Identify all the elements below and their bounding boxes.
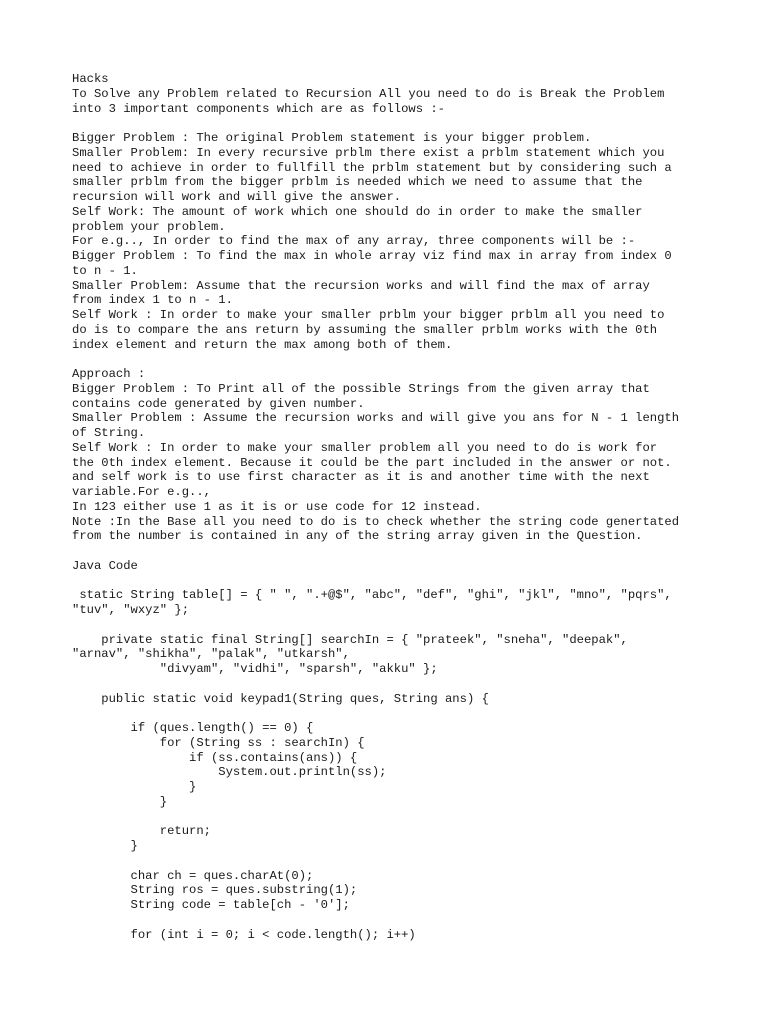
text-line: of String.	[72, 426, 146, 440]
text-line: Hacks	[72, 72, 109, 86]
text-line: Smaller Problem: In every recursive prblm there exist a prblm statement which you	[72, 145, 665, 160]
text-line: "arnav", "shikha", "palak", "utkarsh",	[72, 647, 350, 662]
text-line: Bigger Problem : To find the max in whole array viz find max in array from index 0	[72, 249, 672, 263]
text-line: if (ques.length() == 0) {	[72, 721, 314, 735]
text-line	[72, 544, 732, 559]
text-line: from index 1 to n - 1.	[72, 293, 233, 308]
text-line: to n - 1.	[72, 263, 138, 278]
text-line	[72, 677, 732, 692]
text-line: System.out.println(ss);	[72, 765, 387, 780]
text-line: need to achieve in order to fullfill the prblm statement but by considering such a	[72, 160, 672, 175]
text-line: }	[72, 780, 197, 794]
text-line	[72, 913, 732, 928]
text-line: Self Work : In order to make your smaller prblm your bigger prblm all you need to	[72, 308, 665, 322]
text-line	[72, 574, 732, 589]
text-line: contains code generated by given number.	[72, 396, 365, 411]
text-line: index element and return the max among both of them.	[72, 337, 453, 352]
text-line	[72, 706, 732, 721]
text-line: }	[72, 839, 138, 853]
text-line	[72, 116, 732, 131]
text-line: "tuv", "wxyz" };	[72, 603, 190, 617]
text-line: }	[72, 794, 168, 809]
text-line: Smaller Problem: Assume that the recursion works and will find the max of array	[72, 278, 650, 293]
text-line: Self Work : In order to make your smaller problem all you need to do is work for	[72, 440, 658, 455]
text-line: Smaller Problem : Assume the recursion works and will give you ans for N - 1 length	[72, 411, 680, 426]
text-line	[72, 352, 732, 367]
text-line: To Solve any Problem related to Recursion All you need to do is Break the Problem	[72, 86, 665, 101]
text-line: for (int i = 0; i < code.length(); i++)	[72, 927, 416, 942]
text-line: from the number is contained in any of the string array given in the Question.	[72, 529, 643, 544]
text-line: "divyam", "vidhi", "sparsh", "akku" };	[72, 662, 438, 676]
text-line: static String table[] = { " ", ".+@$", "abc", "def", "ghi", "jkl", "mno", "pqrs",	[72, 588, 672, 603]
text-line: and self work is to use first character as it is and another time with the next	[72, 470, 650, 485]
text-line: smaller prblm from the bigger prblm is needed which we need to assume that the	[72, 175, 643, 190]
text-line: Self Work: The amount of work which one should do in order to make the smaller	[72, 204, 643, 219]
text-line: variable.For e.g..,	[72, 485, 211, 499]
text-line: for (String ss : searchIn) {	[72, 735, 365, 750]
text-line: Java Code	[72, 558, 138, 573]
text-line: For e.g.., In order to find the max of any array, three components will be :-	[72, 234, 636, 249]
text-line: char ch = ques.charAt(0);	[72, 868, 314, 883]
text-line: the 0th index element. Because it could be the part included in the answer or not.	[72, 455, 672, 470]
document-text	[72, 72, 732, 942]
text-line: problem your problem.	[72, 219, 226, 234]
text-line	[72, 810, 732, 825]
text-line: return;	[72, 824, 211, 839]
text-line: if (ss.contains(ans)) {	[72, 750, 358, 765]
text-line: private static final String[] searchIn = { "prateek", "sneha", "deepak",	[72, 632, 628, 647]
text-line: Note :In the Base all you need to do is to check whether the string code genertated	[72, 514, 680, 529]
text-line: into 3 important components which are as follows :-	[72, 101, 445, 116]
text-line	[72, 618, 732, 633]
text-line: Bigger Problem : The original Problem statement is your bigger problem.	[72, 131, 592, 145]
text-line: Bigger Problem : To Print all of the possible Strings from the given array that	[72, 381, 650, 396]
text-line	[72, 854, 732, 869]
text-line: String code = table[ch - '0'];	[72, 898, 350, 912]
text-line: recursion will work and will give the answer.	[72, 190, 402, 204]
text-line: public static void keypad1(String ques, String ans) {	[72, 691, 489, 706]
text-line: In 123 either use 1 as it is or use code for 12 instead.	[72, 499, 482, 514]
text-line: String ros = ques.substring(1);	[72, 883, 358, 898]
text-line: Approach :	[72, 367, 146, 381]
text-line: do is to compare the ans return by assuming the smaller prblm works with the 0th	[72, 322, 658, 337]
